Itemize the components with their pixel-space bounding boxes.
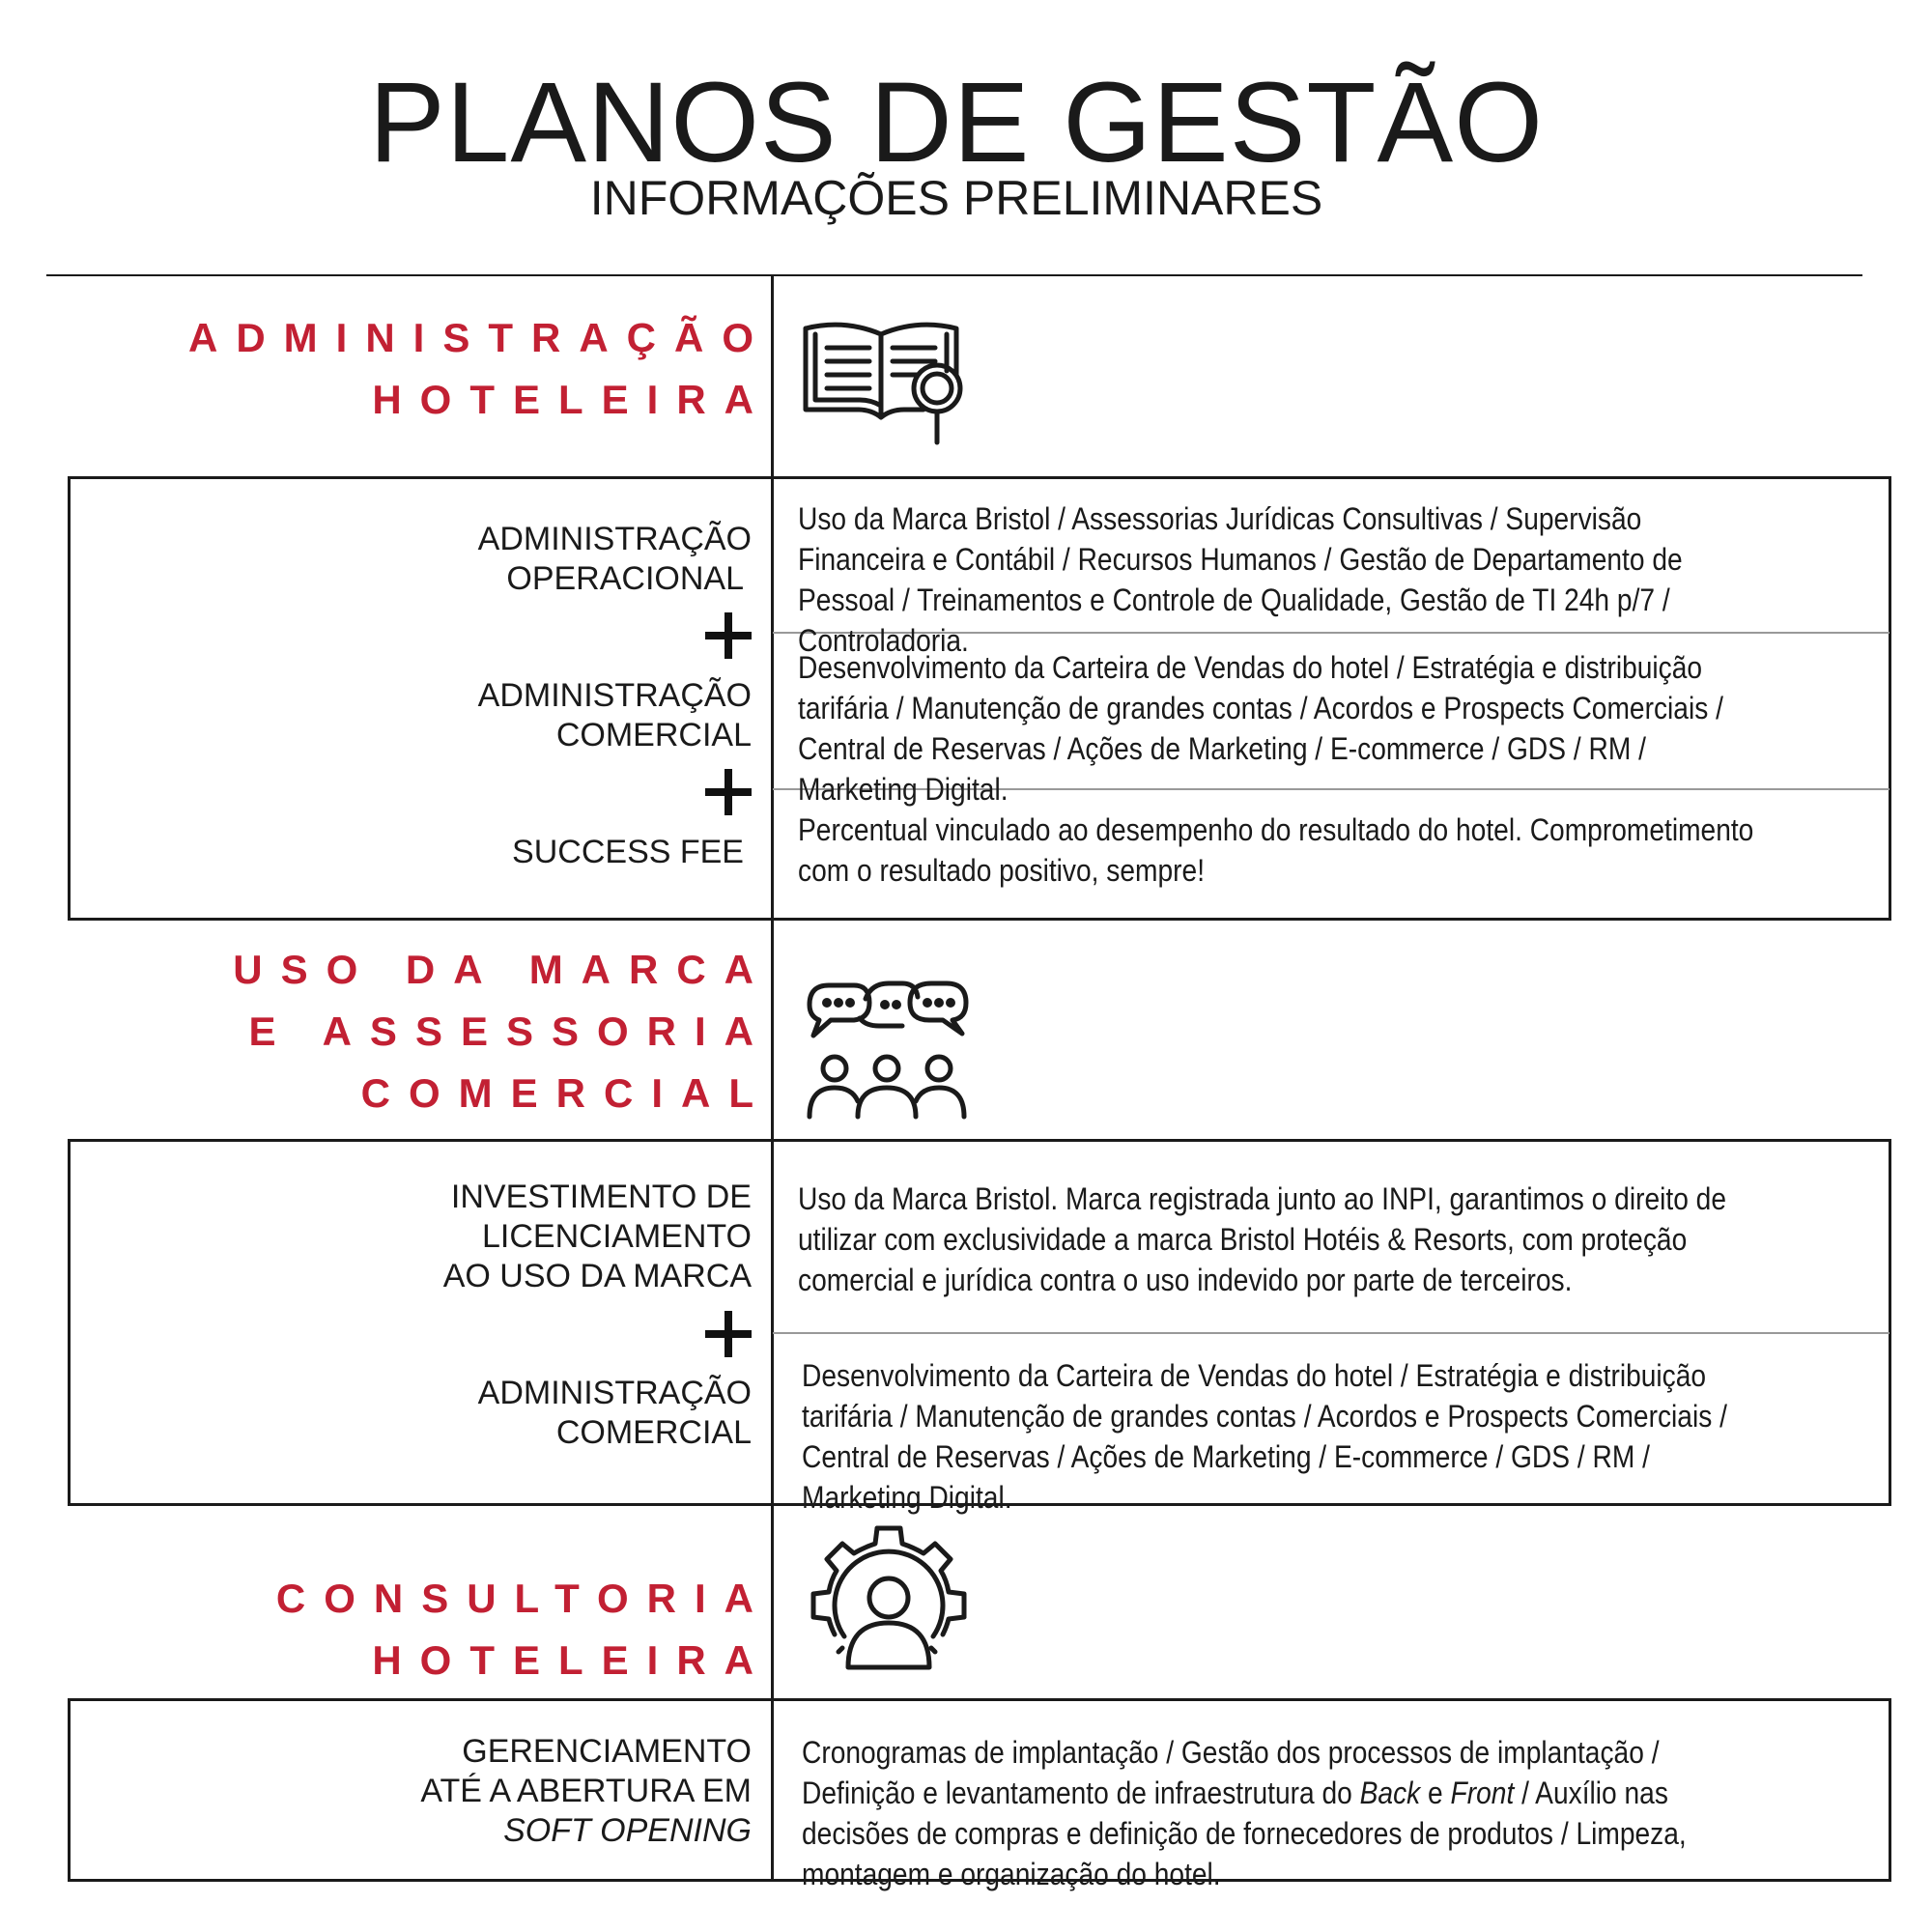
section-title-line: COMERCIAL — [360, 1070, 772, 1116]
team-chat-icon — [802, 976, 972, 1121]
section-title-consultoria-hoteleira — [275, 1568, 772, 1691]
row-separator — [773, 1332, 1889, 1334]
label-line: COMERCIAL — [555, 717, 752, 753]
label-line: ADMINISTRAÇÃO — [477, 521, 752, 557]
label-line: GERENCIAMENTO — [462, 1733, 752, 1770]
section-title-line: ADMINISTRAÇÃO — [188, 315, 772, 360]
section-title-line: USO DA MARCA — [233, 947, 772, 992]
label-line: ADMINISTRAÇÃO — [477, 677, 752, 714]
section-title-line: E ASSESSORIA — [248, 1009, 772, 1054]
section-title-line: HOTELEIRA — [372, 377, 772, 422]
description-emphasis: Front — [1450, 1776, 1515, 1810]
gear-person-icon — [810, 1522, 968, 1681]
description-text: Cronogramas de implantação / Gestão dos processos de implantação / Definição e levantamento de infraestrutura do — [802, 1735, 1660, 1810]
label-line: SUCCESS FEE — [512, 834, 744, 870]
label-line: AO USO DA MARCA — [442, 1258, 752, 1294]
label-investimento-licenciamento — [443, 1178, 752, 1296]
description-emphasis: Back — [1359, 1776, 1421, 1810]
description-success-fee: Percentual vinculado ao desempenho do resultado do hotel. Comprometimento com o resultado positivo, sempre! — [798, 812, 1754, 888]
page-subtitle: INFORMAÇÕES PRELIMINARES — [589, 171, 1323, 225]
description-text: / Auxílio nas decisões de compras e definição de fornecedores de produtos / Limpeza, montagem e organização do hotel. — [802, 1776, 1687, 1891]
label-administracao-comercial — [478, 676, 752, 755]
book-magnifier-icon — [802, 315, 968, 446]
description-licenciamento: Uso da Marca Bristol. Marca registrada junto ao INPI, garantimos o direito de utilizar com exclusividade a marca Bristol Hotéis & Resorts, com proteção comercial e jurídica contra o uso indevido por parte de terceiros. — [798, 1181, 1727, 1297]
description-administracao-operacional: Uso da Marca Bristol / Assessorias Jurídicas Consultivas / Supervisão Financeira e Contábil / Recursos Humanos / Gestão de Departamento de Pessoal / Treinamentos e Controle de Qualidade, Gestão de TI 24h p/7 / Controladoria. — [798, 501, 1683, 658]
header-divider — [46, 274, 1862, 276]
plus-icon — [705, 1311, 752, 1357]
label-gerenciamento — [420, 1732, 752, 1851]
label-success-fee — [512, 833, 752, 872]
label-administracao-comercial-2 — [478, 1374, 752, 1453]
page-title: PLANOS DE GESTÃO — [369, 59, 1544, 186]
section-title-administracao-hoteleira — [188, 307, 772, 431]
plus-icon — [705, 769, 752, 815]
description-gerenciamento — [802, 1732, 1771, 1894]
label-line: LICENCIAMENTO — [482, 1218, 752, 1255]
label-line: OPERACIONAL — [506, 560, 744, 597]
section-title-line: CONSULTORIA — [275, 1576, 772, 1621]
label-line: ADMINISTRAÇÃO — [477, 1375, 752, 1411]
label-line: INVESTIMENTO DE — [450, 1179, 752, 1215]
description-administracao-comercial-2: Desenvolvimento da Carteira de Vendas do hotel / Estratégia e distribuição tarifária / Manutenção de grandes contas / Acordos e Prospects Comerciais / Central de Reservas / Ações de Marketing / E-commerce / GDS / RM / Marketing Digital. — [802, 1358, 1727, 1515]
section-title-uso-da-marca — [233, 939, 772, 1124]
description-text: e — [1420, 1776, 1451, 1810]
label-line: SOFT OPENING — [503, 1812, 752, 1849]
section-title-line: HOTELEIRA — [372, 1637, 772, 1683]
plus-icon — [705, 612, 752, 659]
label-line: ATÉ A ABERTURA EM — [420, 1773, 752, 1809]
label-administracao-operacional — [478, 520, 752, 599]
description-administracao-comercial: Desenvolvimento da Carteira de Vendas do hotel / Estratégia e distribuição tarifária / Manutenção de grandes contas / Acordos e Prospects Comerciais / Central de Reservas / Ações de Marketing / E-commerce / GDS / RM / Marketing Digital. — [798, 650, 1723, 807]
label-line: COMERCIAL — [555, 1414, 752, 1451]
